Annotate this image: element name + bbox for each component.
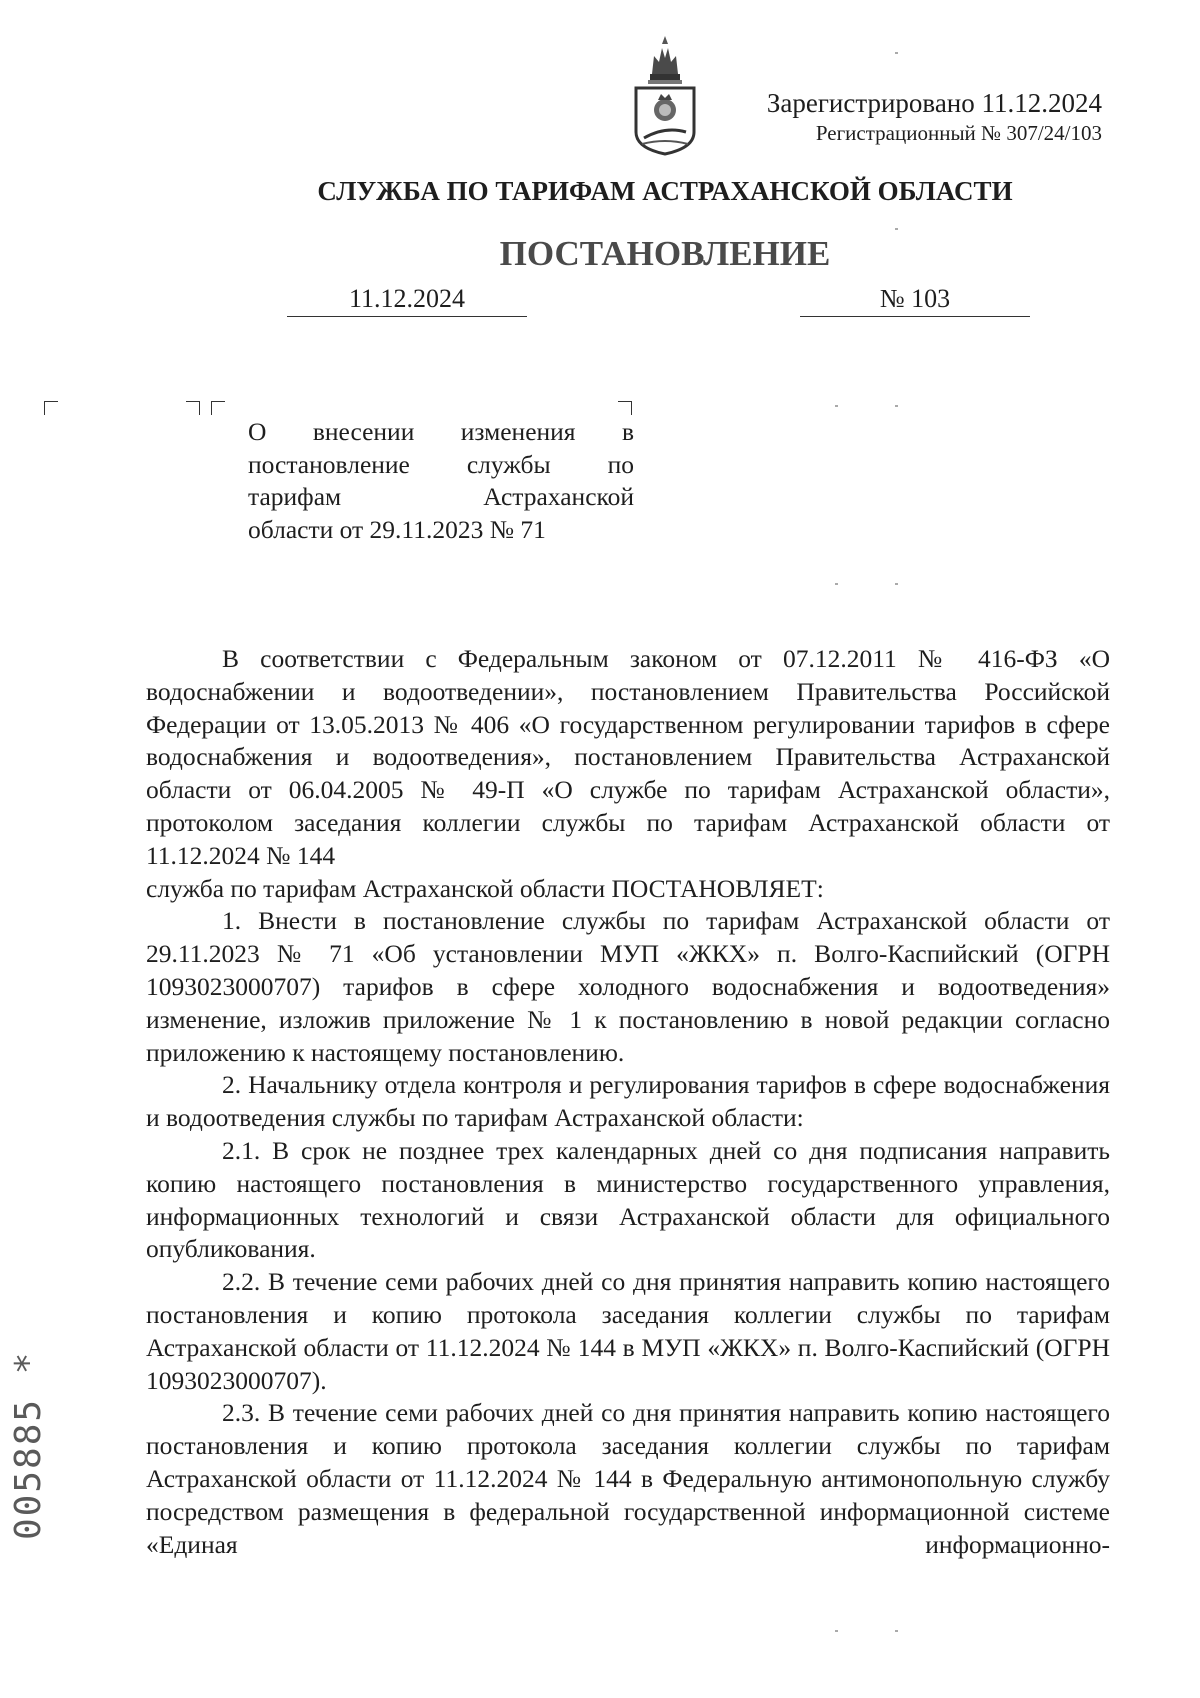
- subject-word: Астраханской: [483, 482, 634, 511]
- subject-word: в: [621, 417, 634, 446]
- document-number: № 103: [879, 284, 951, 313]
- document-subject: [248, 416, 634, 546]
- agency-name: СЛУЖБА ПО ТАРИФАМ АСТРАХАНСКОЙ ОБЛАСТИ: [317, 176, 1013, 206]
- subject-word: службы: [466, 449, 551, 479]
- scan-speck: [895, 583, 898, 585]
- registration-number: Регистрационный № 307/24/103: [815, 121, 1102, 145]
- preamble-paragraph: В соответствии с Федеральным законом от 07.12.2011 № 416-ФЗ «О водоснабжении и водоотведении», постановлением Правительства Российской Федерации от 13.05.2013 № 406 «О государственном регулировании тарифов в сфере водоснабжения и водоотведения», постановлением Правительства Астраханской области от 06.04.2005 № 49-П «О службе по тарифам Астраханской области», протоколом заседания коллегии службы по тарифам Астраханской области от 11.12.2024 № 144: [146, 644, 1110, 870]
- subject-line-3: [248, 481, 634, 514]
- subject-word: тарифам: [248, 482, 342, 511]
- scan-speck: [895, 405, 898, 407]
- subject-corner-left-outer: [186, 401, 200, 415]
- subject-corner-right: [618, 401, 632, 415]
- subject-line-1: [248, 416, 634, 449]
- scan-speck: [895, 228, 898, 230]
- margin-corner-mark: [44, 401, 58, 415]
- scan-speck: [895, 52, 898, 54]
- scan-speck: [835, 1630, 838, 1632]
- item-2-1: 2.1. В срок не позднее трех календарных дней со дня подписания направить копию настоящего постановления в министерство государственного управления, информационных технологий и связи Астраханской области для официального опубликования.: [146, 1135, 1110, 1264]
- item-2-3: 2.3. В течение семи рабочих дней со дня принятия направить копию настоящего постановления и копию протокола заседания коллегии службы по тарифам Астраханской области от 11.12.2024 № 144 в Федеральную антимонопольную службу посредством размещения в федеральной государственной информационной системе «Единая информационно-: [146, 1398, 1110, 1559]
- date-underline: [287, 316, 527, 317]
- document-body: [146, 643, 1110, 1561]
- registration-date: Зарегистрировано 11.12.2024: [766, 88, 1102, 118]
- scan-speck: [835, 405, 838, 407]
- coat-of-arms-emblem: [628, 34, 702, 156]
- scan-speck: [895, 1630, 898, 1632]
- subject-word: О: [248, 417, 267, 446]
- subject-corner-left-inner: [211, 401, 225, 415]
- document-date: 11.12.2024: [348, 284, 466, 313]
- number-underline: [800, 316, 1030, 317]
- item-1: 1. Внести в постановление службы по тарифам Астраханской области от 29.11.2023 № 71 «Об установлении МУП «ЖКХ» п. Волго-Каспийский (ОГРН 1093023000707) тарифов в сфере холодного водоснабжения и водоотведения» изменение, изложив приложение № 1 к постановлению в новой редакции согласно приложению к настоящему постановлению.: [146, 906, 1110, 1067]
- resolves-line: служба по тарифам Астраханской области ПОСТАНОВЛЯЕТ:: [146, 873, 824, 903]
- scan-speck: [835, 583, 838, 585]
- document-type: ПОСТАНОВЛЕНИЕ: [499, 234, 831, 273]
- item-2: 2. Начальнику отдела контроля и регулирования тарифов в сфере водоснабжения и водоотведения службы по тарифам Астраханской области:: [146, 1070, 1110, 1133]
- item-2-2: 2.2. В течение семи рабочих дней со дня принятия направить копию настоящего постановления и копию протокола заседания коллегии службы по тарифам Астраханской области от 11.12.2024 № 144 в МУП «ЖКХ» п. Волго-Каспийский (ОГРН 1093023000707).: [146, 1267, 1110, 1395]
- subject-word: постановление: [248, 449, 410, 479]
- subject-word: изменения: [460, 417, 576, 446]
- subject-line-4: области от 29.11.2023 № 71: [248, 514, 546, 544]
- subject-word: по: [607, 449, 634, 479]
- page-stamp-number: 005885 *: [8, 1350, 49, 1540]
- subject-line-2: [248, 449, 634, 482]
- subject-word: внесении: [312, 417, 415, 446]
